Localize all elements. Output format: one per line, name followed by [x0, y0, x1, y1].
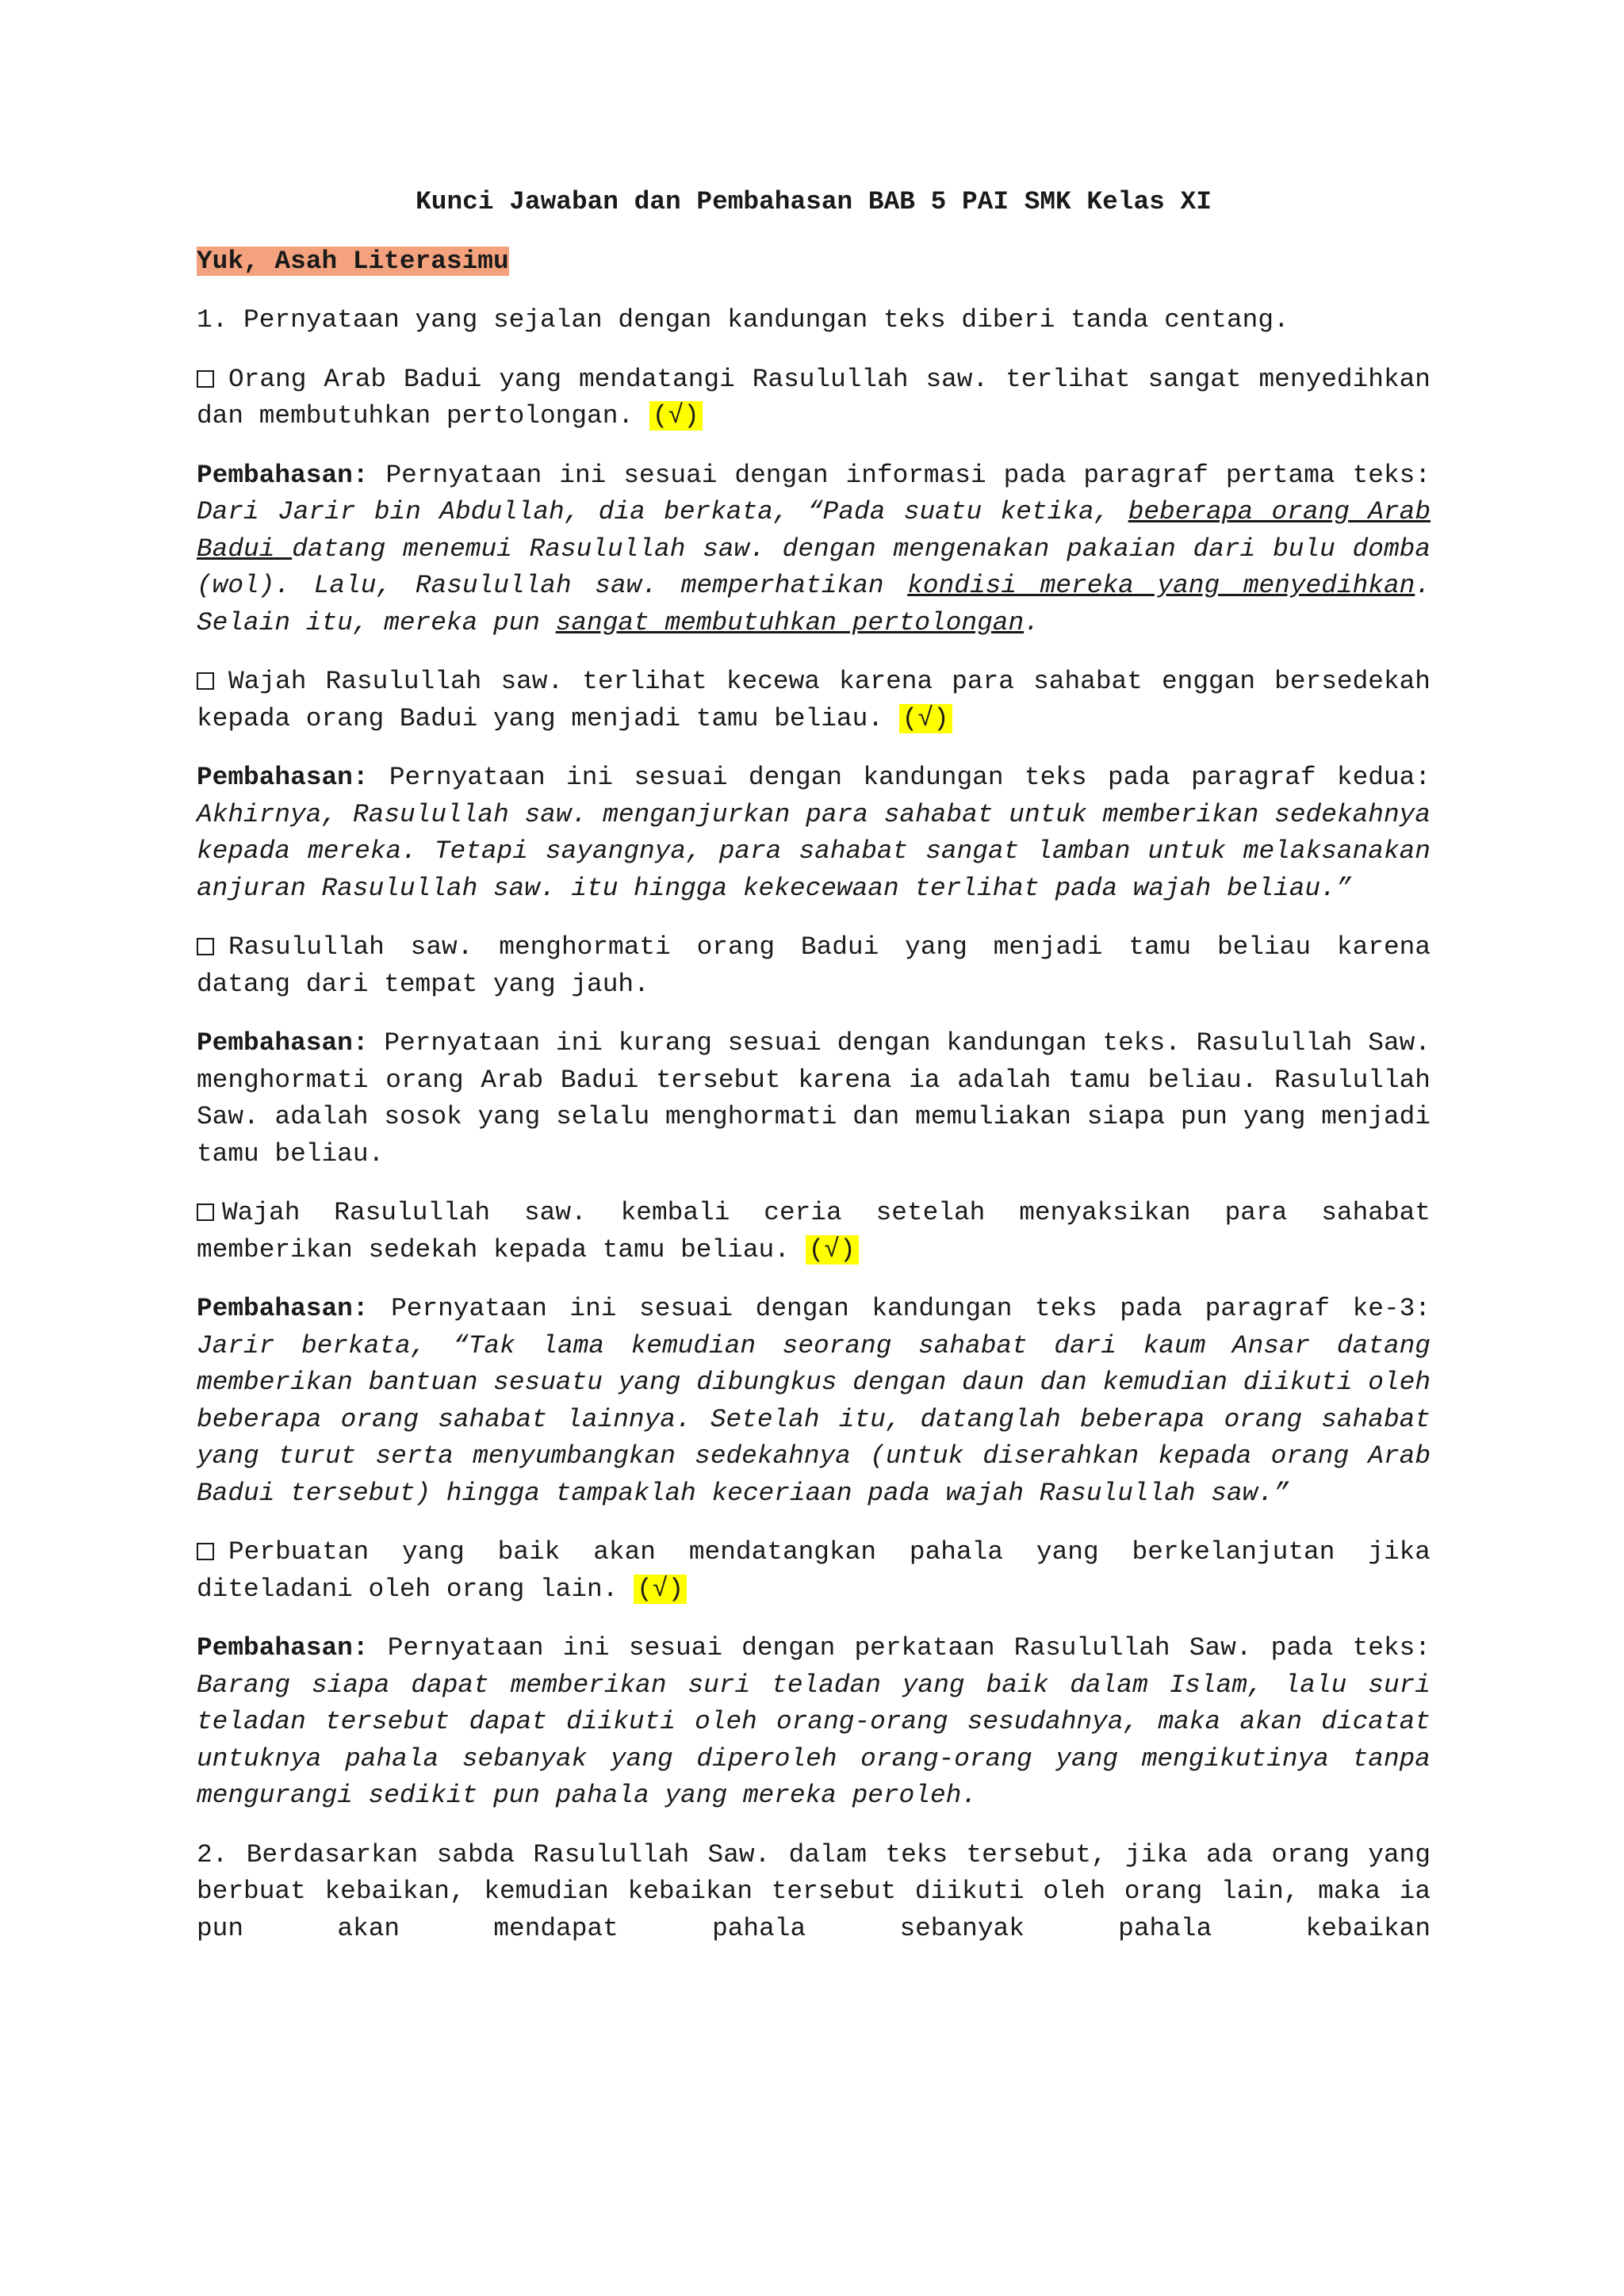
explanation-label: Pembahasan: — [197, 763, 369, 792]
check-mark: (√) — [806, 1235, 859, 1265]
explanation-1 — [197, 457, 1431, 642]
statement-4 — [197, 1195, 1431, 1269]
explanation-4 — [197, 1291, 1431, 1512]
explanation-1-quote-a: Dari Jarir bin Abdullah, dia berkata, “Pada suatu ketika, — [197, 497, 1110, 526]
explanation-5-lead: Pernyataan ini sesuai dengan perkataan Rasulullah Saw. pada teks: — [387, 1633, 1431, 1663]
explanation-2 — [197, 760, 1431, 907]
statement-3-text: Rasulullah saw. menghormati orang Badui yang menjadi tamu beliau karena datang dari tempat yang jauh. — [197, 932, 1431, 999]
explanation-5 — [197, 1630, 1431, 1815]
statement-5 — [197, 1534, 1431, 1608]
explanation-label: Pembahasan: — [197, 460, 369, 490]
explanation-label: Pembahasan: — [197, 1028, 369, 1058]
explanation-4-lead: Pernyataan ini sesuai dengan kandungan teks pada paragraf ke-3: — [391, 1294, 1431, 1323]
check-mark: (√) — [649, 401, 703, 430]
document-page — [197, 184, 1431, 1969]
explanation-2-quote: Akhirnya, Rasulullah saw. menganjurkan para sahabat untuk memberikan sedekahnya kepada mereka. Tetapi sayangnya, para sahabat sangat lamban untuk melaksanakan anjuran Rasulullah saw. itu hingga kekecewaan terlihat pada wajah beliau.” — [197, 799, 1431, 903]
statement-2 — [197, 664, 1431, 737]
document-title: Kunci Jawaban dan Pembahasan BAB 5 PAI SMK Kelas XI — [416, 187, 1212, 216]
statement-3 — [197, 929, 1431, 1003]
explanation-3-lead: Pernyataan ini kurang sesuai dengan kandungan teks. Rasulullah Saw. menghormati orang Arab Badui tersebut karena ia adalah tamu beliau. Rasulullah Saw. adalah sosok yang selalu menghormati dan memuliakan siapa pun yang menjadi tamu beliau. — [197, 1028, 1431, 1169]
explanation-1-quote-b: datang menemui Rasulullah saw. dengan mengenakan pakaian dari bulu domba (wol). Lalu, Rasulullah saw. memperhatikan — [197, 534, 1431, 600]
explanation-label: Pembahasan: — [197, 1294, 369, 1323]
explanation-5-quote: Barang siapa dapat memberikan suri teladan yang baik dalam Islam, lalu suri teladan tersebut dapat diikuti oleh orang-orang sesudahnya, maka akan dicatat untuknya pahala sebanyak yang diperoleh orang-orang yang mengikutinya tanpa mengurangi sedikit pun pahala yang mereka peroleh. — [197, 1670, 1431, 1810]
explanation-4-quote: Jarir berkata, “Tak lama kemudian seorang sahabat dari kaum Ansar datang memberikan bantuan sesuatu yang dibungkus dengan daun dan kemudian diikuti oleh beberapa orang sahabat lainnya. Setelah itu, datanglah beberapa orang sahabat yang turut serta menyumbangkan sedekahnya (untuk diserahkan kepada orang Arab Badui tersebut) hingga tampaklah keceriaan pada wajah Rasulullah saw.” — [197, 1330, 1431, 1508]
checkbox-icon — [197, 938, 214, 955]
statement-2-text: Wajah Rasulullah saw. terlihat kecewa karena para sahabat enggan bersedekah kepada orang Badui yang menjadi tamu beliau. — [197, 667, 1431, 733]
question-1-intro: 1. Pernyataan yang sejalan dengan kandungan teks diberi tanda centang. — [197, 305, 1289, 335]
explanation-label: Pembahasan: — [197, 1633, 369, 1663]
statement-4-text: Wajah Rasulullah saw. kembali ceria setelah menyaksikan para sahabat memberikan sedekah kepada tamu beliau. — [197, 1198, 1431, 1265]
checkbox-icon — [197, 672, 214, 690]
section-heading-label: Yuk, Asah Literasimu — [197, 246, 509, 276]
explanation-3 — [197, 1025, 1431, 1173]
checkbox-icon — [197, 1543, 214, 1560]
explanation-1-underline-b: kondisi mereka yang menyedihkan — [907, 571, 1415, 600]
check-mark: (√) — [899, 704, 952, 733]
explanation-1-underline-c: sangat membutuhkan pertolongan — [555, 607, 1025, 637]
question-2-text: 2. Berdasarkan sabda Rasulullah Saw. dalam teks tersebut, jika ada orang yang berbuat kebaikan, kemudian kebaikan tersebut diikuti oleh orang lain, maka ia pun akan mendapat pahala sebanyak pahala kebaikan — [197, 1839, 1431, 1943]
checkbox-icon — [197, 370, 214, 388]
section-heading — [197, 243, 1431, 281]
explanation-1-underline-a: beberapa orang Arab Badui — [197, 497, 1431, 564]
check-mark: (√) — [634, 1575, 687, 1604]
statement-1 — [197, 362, 1431, 435]
checkbox-icon — [197, 1203, 214, 1221]
explanation-1-end: . — [1024, 607, 1040, 637]
statement-1-text: Orang Arab Badui yang mendatangi Rasulullah saw. terlihat sangat menyedihkan dan membutuhkan pertolongan. — [197, 364, 1431, 430]
explanation-2-lead: Pernyataan ini sesuai dengan kandungan teks pada paragraf kedua: — [389, 763, 1431, 792]
explanation-1-lead: Pernyataan ini sesuai dengan informasi pada paragraf pertama teks: — [385, 460, 1431, 490]
statement-5-text: Perbuatan yang baik akan mendatangkan pahala yang berkelanjutan jika diteladani oleh orang lain. — [197, 1537, 1431, 1604]
explanation-1-quote-c: . Selain itu, mereka pun — [197, 571, 1431, 637]
